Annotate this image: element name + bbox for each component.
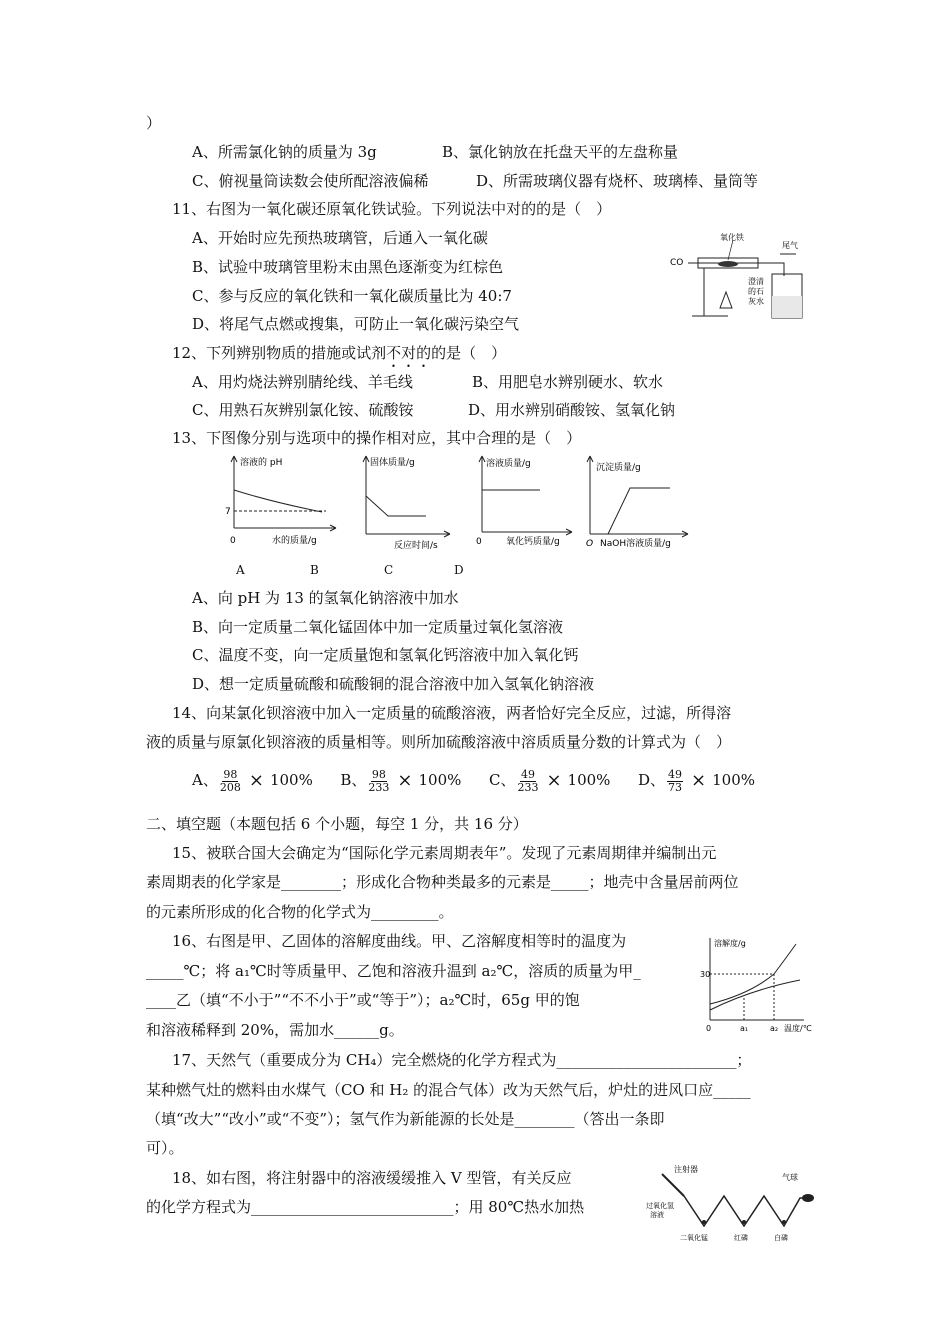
fig-white-phosphorus-label: 白磷 — [774, 1234, 788, 1242]
q14-option-a: A、 $\frac{98}{208}$ × 100% — [192, 767, 313, 794]
graph-d-letter: D — [454, 563, 464, 577]
q12-option-d: D、用水辨别硝酸铵、氢氧化钠 — [468, 401, 676, 419]
q17-line4: 可）。 — [146, 1139, 184, 1157]
q12-option-b: B、用肥皂水辨别硬水、软水 — [472, 373, 664, 391]
section-2-title: 二、填空题（本题包括 6 个小题，每空 1 分，共 16 分） — [146, 815, 528, 833]
q18-line2: 的化学方程式为___________________________；用 80℃热水加热 — [146, 1198, 585, 1216]
q11-option-c: C、参与反应的氧化铁和一氧化碳质量比为 40:7 — [192, 287, 512, 305]
graph-c-ylabel: 溶液质量/g — [486, 459, 531, 469]
fig-a2: a₂ — [770, 1024, 779, 1033]
q17-line2: 某种燃气灶的燃料由水煤气（CO 和 H₂ 的混合气体）改为天然气后，炉灶的进风口应_____ — [146, 1081, 751, 1099]
q14-stem-line1: 14、向某氯化钡溶液中加入一定质量的硫酸溶液，两者恰好完全反应，过滤，所得溶 — [172, 704, 732, 722]
fig-mno2-label: 二氧化锰 — [680, 1234, 708, 1242]
q10-option-d: D、所需玻璃仪器有烧杯、玻璃棒、量筒等 — [476, 172, 759, 190]
q16-line4: 和溶液稀释到 20%，需加水______g。 — [146, 1021, 404, 1039]
q17-line1: 17、天然气（重要成分为 CH₄）完全燃烧的化学方程式为________________________； — [172, 1051, 752, 1069]
graph-d — [584, 452, 694, 552]
fig-balloon-label: 气球 — [782, 1173, 798, 1182]
graph-d-origin: O — [586, 539, 594, 549]
q16-line1: 16、右图是甲、乙固体的溶解度曲线。甲、乙溶解度相等时的温度为 — [172, 932, 627, 950]
q18-line1: 18、如右图，将注射器中的溶液缓缓推入 V 型管，有关反应 — [172, 1169, 572, 1187]
q15-line3: 的元素所形成的化合物的化学式为_________。 — [146, 903, 454, 921]
fig-solubility-ylabel: 溶解度/g — [714, 939, 746, 948]
graph-b-xlabel: 反应时间/s — [394, 541, 438, 551]
fig-h2o2-label-2: 溶液 — [650, 1211, 664, 1219]
q16-line2: _____℃；将 a₁℃时等质量甲、乙饱和溶液升温到 a₂℃，溶质的质量为甲_ — [146, 962, 641, 980]
q17-line3: （填“改大”“改小”或“不变”）；氢气作为新能源的长处是________（答出一条即 — [146, 1110, 665, 1128]
fig-limewater-label-2: 的石 — [748, 287, 764, 296]
q13-option-c: C、温度不变，向一定质量饱和氢氧化钙溶液中加入氧化钙 — [192, 646, 579, 664]
q11-option-d: D、将尾气点燃或搜集，可防止一氧化碳污染空气 — [192, 315, 520, 333]
fig-limewater-label-3: 灰水 — [748, 297, 764, 306]
graph-b — [360, 452, 460, 552]
q13-stem: 13、下图像分别与选项中的操作相对应，其中合理的是（ ） — [172, 429, 582, 447]
graph-b-letter: B — [310, 563, 319, 577]
graph-a-letter: A — [236, 563, 245, 577]
graph-a-xlabel: 水的质量/g — [272, 536, 317, 546]
q10-option-a: A、所需氯化钠的质量为 3g — [192, 143, 377, 161]
fig-syringe-label: 注射器 — [674, 1165, 698, 1174]
graph-c-letter: C — [384, 563, 394, 577]
graph-a — [222, 452, 342, 552]
q14-options — [192, 766, 755, 795]
fig-h2o2-label-1: 过氧化氢 — [646, 1202, 674, 1210]
q14-stem-line2: 液的质量与原氯化钡溶液的质量相等。则所加硫酸溶液中溶质质量分数的计算式为（ ） — [146, 733, 732, 751]
fig-tick-30: 30 — [700, 970, 711, 979]
q12-option-c: C、用熟石灰辨别氯化铵、硫酸铵 — [192, 401, 414, 419]
fig-fe2o3-label: 氧化铁 — [720, 233, 744, 242]
q12-stem: 12、下列辨别物质的措施或试剂不对的的是（ ） — [172, 344, 507, 362]
graph-c-origin: 0 — [476, 537, 482, 547]
q12-emphasis: 不对的 — [386, 344, 432, 362]
q13-option-d: D、想一定质量硫酸和硫酸铜的混合溶液中加入氢氧化钠溶液 — [192, 675, 595, 693]
q16-line3: ____乙（填“不小于”“不不小于”或“等于”）；a₂℃时，65g 甲的饱 — [146, 991, 580, 1009]
graph-a-ylabel: 溶液的 pH — [240, 458, 283, 468]
q11-stem: 11、右图为一氧化碳还原氧化铁试验。下列说法中对的的是（ ） — [172, 200, 612, 218]
q15-line2: 素周期表的化学家是________；形成化合物种类最多的元素是_____；地壳中含量居前两位 — [146, 873, 739, 891]
q14-option-c: C、 $\frac{49}{233}$ × 100% — [488, 767, 611, 794]
fig-tail-gas-label: 尾气 — [782, 241, 798, 250]
graph-d-xlabel: NaOH溶液质量/g — [600, 539, 671, 549]
q11-option-a: A、开始时应先预热玻璃管，后通入一氧化碳 — [192, 229, 488, 247]
fig-co-label: CO — [670, 258, 684, 268]
q10-paren: ） — [146, 114, 162, 132]
q10-option-b: B、氯化钠放在托盘天平的左盘称量 — [442, 143, 679, 161]
graph-a-origin: 0 — [230, 536, 236, 546]
graph-b-ylabel: 固体质量/g — [370, 458, 415, 468]
q10-option-c: C、俯视量筒读数会使所配溶液偏稀 — [192, 172, 429, 190]
q13-option-a: A、向 pH 为 13 的氢氧化钠溶液中加水 — [192, 589, 459, 607]
v-tube-apparatus-figure — [644, 1160, 816, 1244]
q11-option-b: B、试验中玻璃管里粉末由黑色逐渐变为红棕色 — [192, 258, 504, 276]
fig-origin: 0 — [706, 1024, 712, 1033]
q12-option-a: A、用灼烧法辨别腈纶线、羊毛线 — [192, 373, 413, 391]
graph-c — [472, 452, 578, 552]
graph-d-ylabel: 沉淀质量/g — [596, 463, 641, 473]
co-reduction-apparatus-figure — [668, 226, 804, 326]
fig-red-phosphorus-label: 红磷 — [734, 1234, 748, 1242]
graph-c-xlabel: 氧化钙质量/g — [506, 537, 560, 547]
q14-option-b: B、 $\frac{98}{233}$ × 100% — [340, 767, 462, 794]
solubility-curve-figure — [700, 934, 812, 1038]
q14-option-d: D、 $\frac{49}{73}$ × 100% — [638, 767, 756, 794]
fig-temp-xlabel: 温度/℃ — [784, 1024, 812, 1033]
q13-option-b: B、向一定质量二氧化锰固体中加一定质量过氧化氢溶液 — [192, 618, 564, 636]
q15-line1: 15、被联合国大会确定为“国际化学元素周期表年”。发现了元素周期律并编制出元 — [172, 844, 717, 862]
fig-limewater-label-1: 澄清 — [748, 277, 764, 286]
fig-a1: a₁ — [740, 1024, 749, 1033]
graph-a-tick: 7 — [225, 507, 231, 517]
